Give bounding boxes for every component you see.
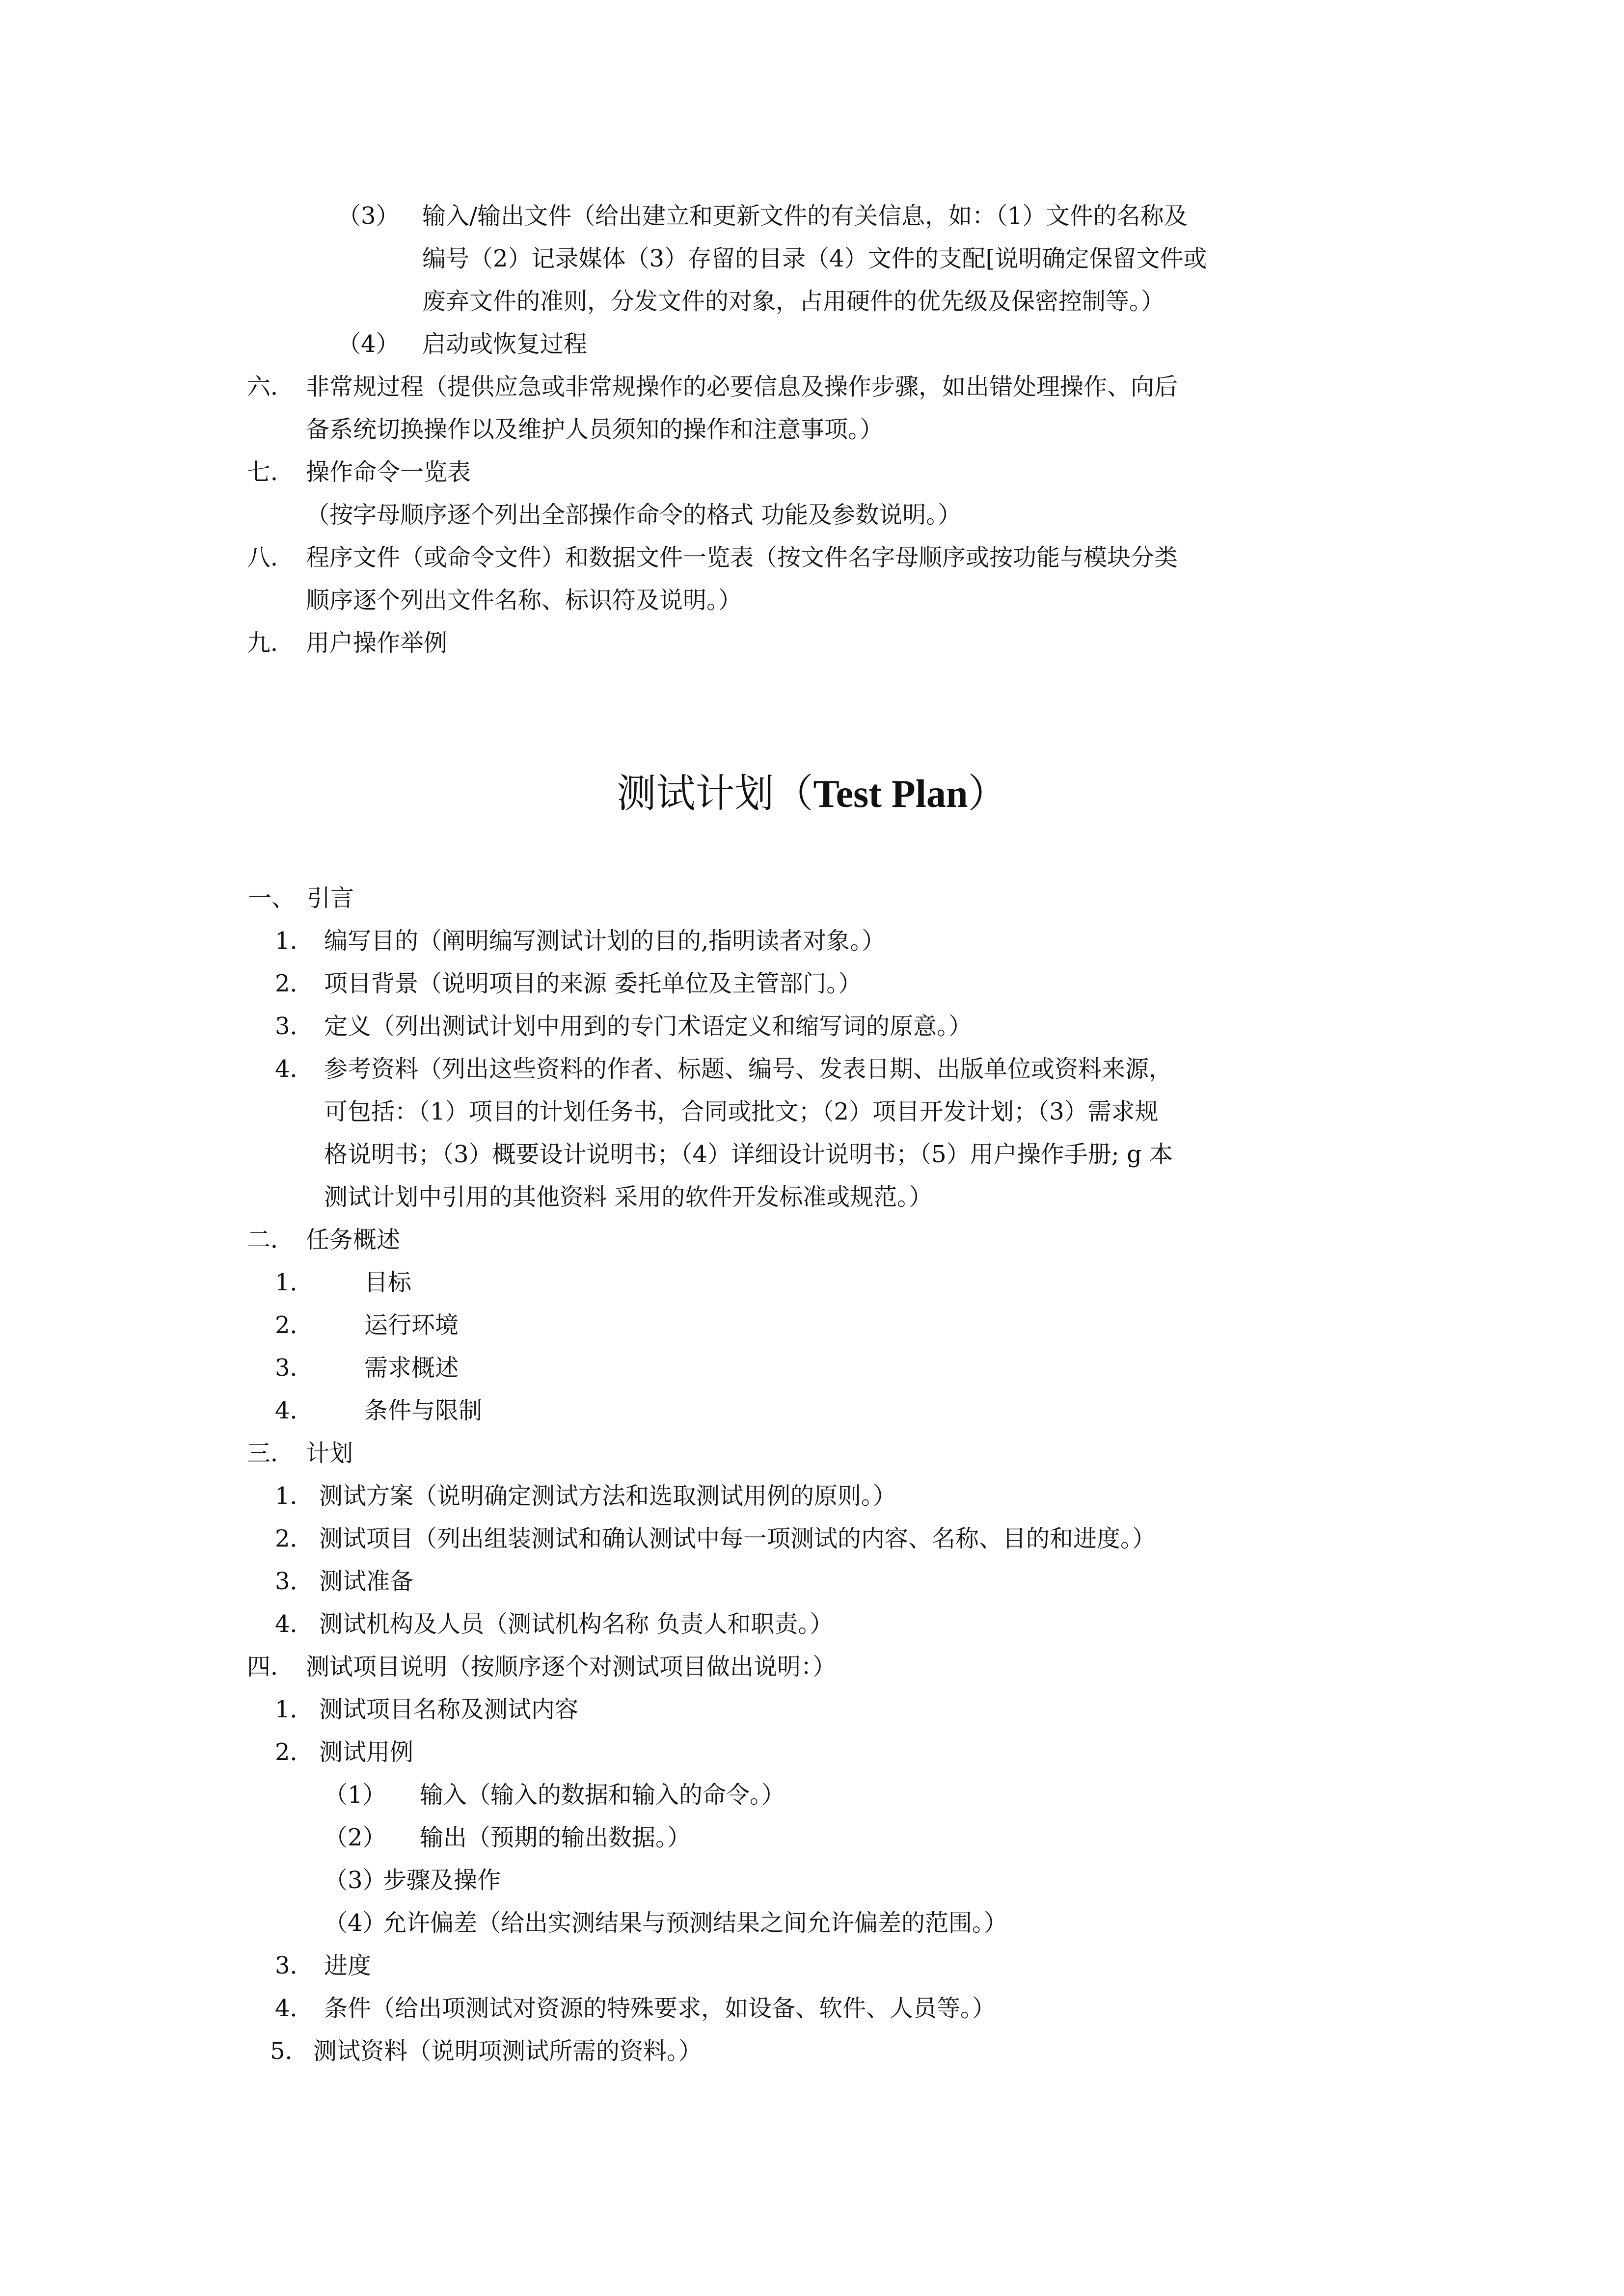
- item-marker: （4）: [337, 330, 400, 358]
- title-chinese: 测试计划: [617, 773, 774, 816]
- title-close-paren: ）: [968, 773, 1007, 816]
- item-text: 测试项目（列出组装测试和确认测试中每一项测试的内容、名称、目的和进度。）: [319, 1525, 1156, 1552]
- item-text: 测试方案（说明确定测试方法和选取测试用例的原则。）: [319, 1482, 897, 1510]
- section-marker: 四．: [247, 1653, 295, 1681]
- item-text: 需求概述: [364, 1354, 459, 1382]
- section-text: 程序文件（或命令文件）和数据文件一览表（按文件名字母顺序或按功能与模块分类: [306, 544, 1178, 571]
- title-open-paren: （: [774, 773, 813, 816]
- item-marker: 4．: [275, 1995, 314, 2022]
- item-marker: 2．: [275, 1738, 314, 1766]
- section-text: 用户操作举例: [306, 629, 448, 657]
- item-marker: 3．: [275, 1568, 314, 1595]
- item-text: 测试项目名称及测试内容: [319, 1696, 579, 1723]
- subitem-text: 步骤及操作: [383, 1867, 501, 1894]
- item-text: 测试计划中引用的其他资料 采用的软件开发标准或规范。）: [324, 1183, 933, 1211]
- section-text: 顺序逐个列出文件名称、标识符及说明。）: [306, 587, 742, 614]
- subitem-marker: （4）: [324, 1909, 386, 1937]
- item-text: 条件与限制: [364, 1397, 483, 1424]
- item-text: 格说明书；（3）概要设计说明书；（4）详细设计说明书；（5）用户操作手册; g 本: [324, 1141, 1173, 1168]
- subitem-marker: （3）: [324, 1867, 386, 1894]
- item-marker: 4．: [275, 1610, 314, 1638]
- page-title: [0, 771, 1624, 818]
- item-text: 测试准备: [319, 1568, 414, 1595]
- item-text: 测试资料（说明项测试所需的资料。）: [313, 2037, 703, 2065]
- section-marker: 九．: [247, 629, 295, 657]
- item-text: 编写目的（阐明编写测试计划的目的,指明读者对象。）: [324, 927, 886, 955]
- item-marker: 3．: [275, 1354, 314, 1382]
- item-marker: 5．: [270, 2037, 309, 2065]
- section-heading: 任务概述: [306, 1226, 401, 1254]
- title-english: Test Plan: [813, 773, 968, 816]
- item-marker: 2．: [275, 1525, 314, 1552]
- section-text: 非常规过程（提供应急或非常规操作的必要信息及操作步骤，如出错处理操作、向后: [306, 373, 1178, 400]
- section-text: 操作命令一览表: [306, 458, 471, 486]
- item-marker: 2．: [275, 970, 314, 997]
- item-marker: 1．: [275, 1696, 314, 1723]
- item-marker: 3．: [275, 1013, 314, 1040]
- item-marker: 4．: [275, 1397, 314, 1424]
- item-text: 可包括：（1）项目的计划任务书，合同或批文；（2）项目开发计划；（3）需求规: [324, 1098, 1159, 1125]
- item-text: 废弃文件的准则，分发文件的对象，占用硬件的优先级及保密控制等。）: [422, 288, 1165, 315]
- item-text: 参考资料（列出这些资料的作者、标题、编号、发表日期、出版单位或资料来源，: [324, 1055, 1173, 1083]
- subitem-text: 输出（预期的输出数据。）: [420, 1824, 691, 1851]
- item-marker: 2．: [275, 1311, 314, 1339]
- item-text: 启动或恢复过程: [422, 330, 588, 358]
- section-marker: 七．: [247, 458, 295, 486]
- section-text: 备系统切换操作以及维护人员须知的操作和注意事项。）: [306, 416, 884, 443]
- subitem-marker: （1）: [324, 1781, 386, 1809]
- section-marker: 二．: [247, 1226, 295, 1254]
- subitem-text: 输入（输入的数据和输入的命令。）: [420, 1781, 785, 1809]
- item-text: 编号（2）记录媒体（3）存留的目录（4）文件的支配[说明确定保留文件或: [422, 245, 1207, 272]
- item-text: 项目背景（说明项目的来源 委托单位及主管部门。）: [324, 970, 862, 997]
- section-marker: 六．: [247, 373, 295, 400]
- item-text: 测试机构及人员（测试机构名称 负责人和职责。）: [319, 1610, 834, 1638]
- section-marker: 一、: [248, 884, 296, 912]
- item-marker: 1．: [275, 1482, 314, 1510]
- section-marker: 八．: [247, 544, 295, 571]
- item-text: 测试用例: [319, 1738, 414, 1766]
- section-note: （按字母顺序逐个列出全部操作命令的格式 功能及参数说明。）: [306, 501, 962, 529]
- item-text: 目标: [364, 1269, 412, 1296]
- section-heading: 计划: [306, 1440, 353, 1467]
- subitem-text: 允许偏差（给出实测结果与预测结果之间允许偏差的范围。）: [383, 1909, 1008, 1937]
- item-text: 条件（给出项测试对资源的特殊要求，如设备、软件、人员等。）: [324, 1995, 996, 2022]
- item-text: 输入/输出文件（给出建立和更新文件的有关信息，如：（1）文件的名称及: [422, 202, 1188, 230]
- subitem-marker: （2）: [324, 1824, 386, 1851]
- item-text: 定义（列出测试计划中用到的专门术语定义和缩写词的原意。）: [324, 1013, 973, 1040]
- section-marker: 三．: [247, 1440, 295, 1467]
- section-heading: 测试项目说明（按顺序逐个对测试项目做出说明：）: [306, 1653, 837, 1681]
- item-marker: 3．: [275, 1952, 314, 1979]
- section-heading: 引言: [307, 884, 354, 912]
- item-marker: 1．: [275, 1269, 314, 1296]
- item-marker: 4．: [275, 1055, 314, 1083]
- item-text: 运行环境: [364, 1311, 459, 1339]
- item-text: 进度: [324, 1952, 372, 1979]
- item-marker: （3）: [337, 202, 400, 230]
- item-marker: 1．: [275, 927, 314, 955]
